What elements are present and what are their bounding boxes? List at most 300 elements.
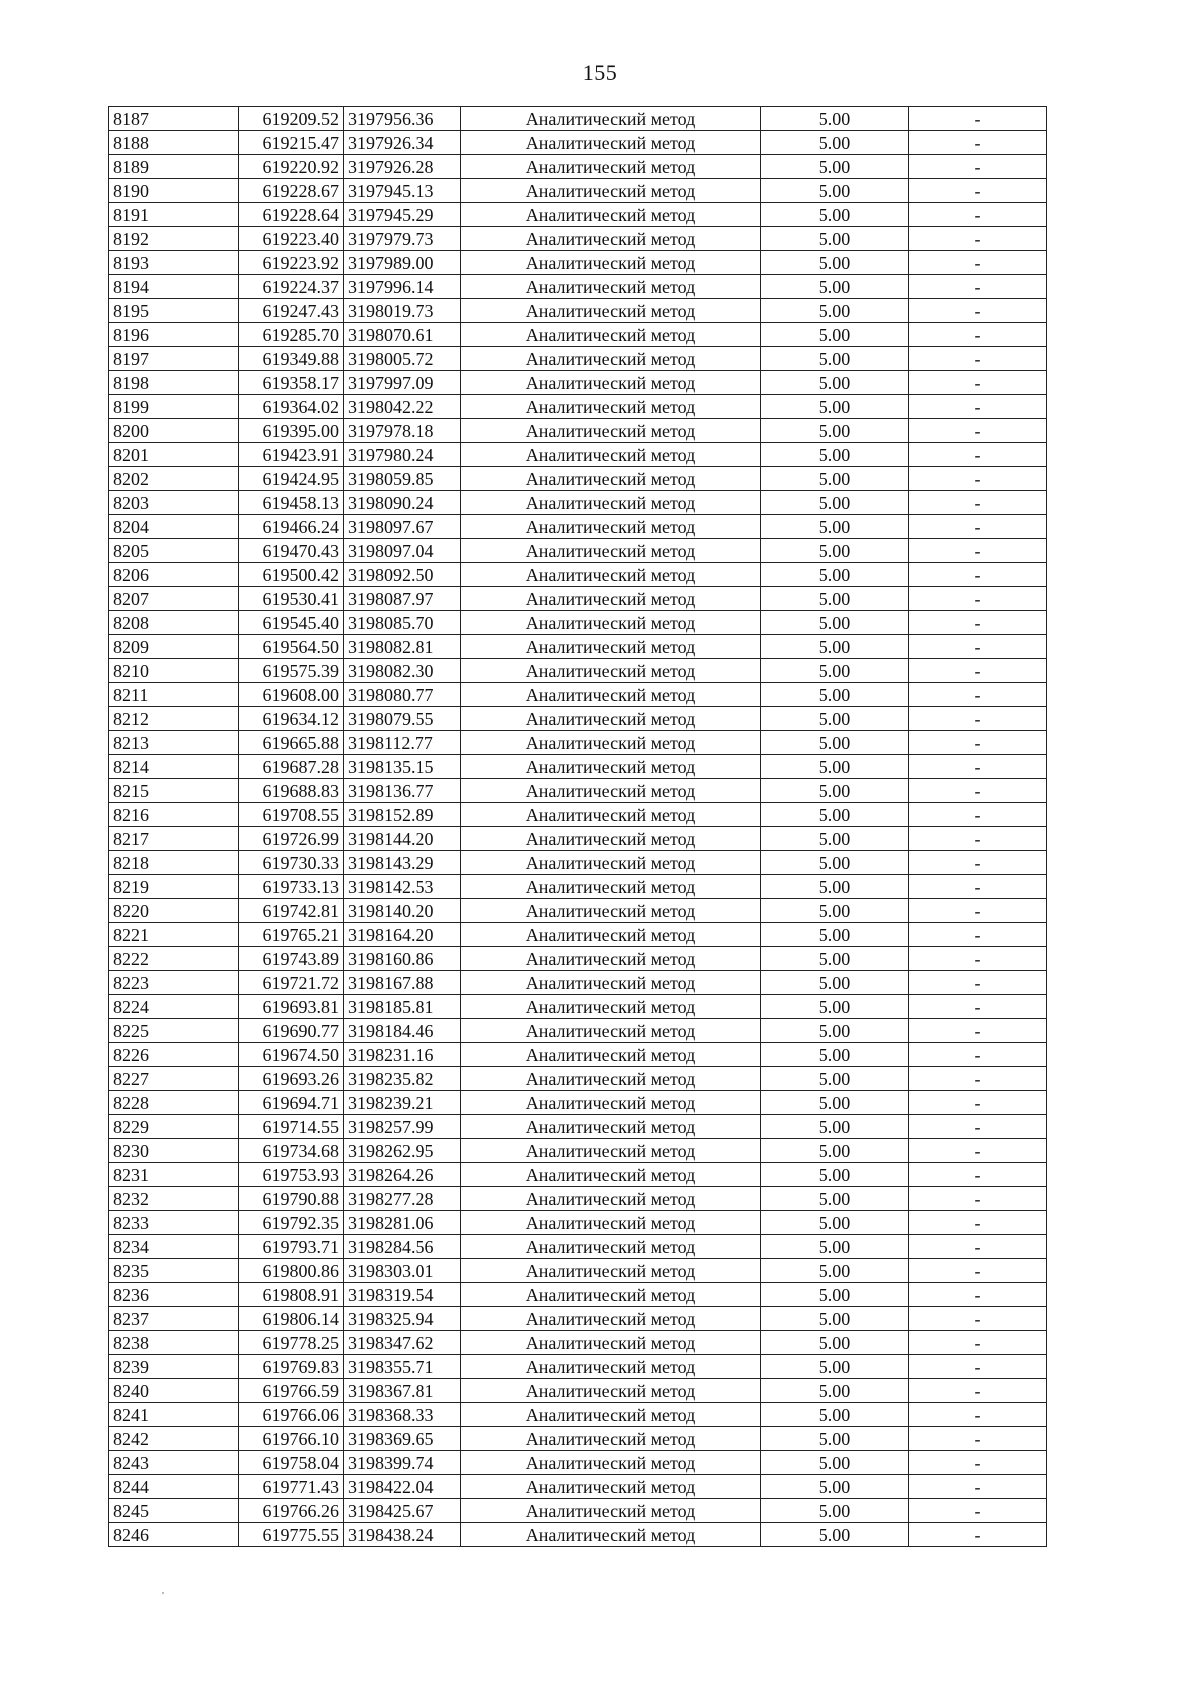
x-coordinate-cell: 619694.71 — [239, 1091, 344, 1115]
extra-cell: - — [909, 467, 1047, 491]
table-row — [109, 587, 1047, 611]
table-row — [109, 1403, 1047, 1427]
y-coordinate-cell: 3197926.34 — [344, 131, 461, 155]
precision-cell: 5.00 — [761, 755, 909, 779]
x-coordinate-cell: 619721.72 — [239, 971, 344, 995]
point-number-cell: 8234 — [109, 1235, 239, 1259]
extra-cell: - — [909, 1115, 1047, 1139]
point-number-cell: 8204 — [109, 515, 239, 539]
table-row — [109, 371, 1047, 395]
point-number-cell: 8189 — [109, 155, 239, 179]
extra-cell: - — [909, 755, 1047, 779]
point-number-cell: 8241 — [109, 1403, 239, 1427]
y-coordinate-cell: 3198085.70 — [344, 611, 461, 635]
precision-cell: 5.00 — [761, 347, 909, 371]
x-coordinate-cell: 619530.41 — [239, 587, 344, 611]
precision-cell: 5.00 — [761, 1163, 909, 1187]
y-coordinate-cell: 3197945.13 — [344, 179, 461, 203]
y-coordinate-cell: 3198355.71 — [344, 1355, 461, 1379]
table-row — [109, 1331, 1047, 1355]
y-coordinate-cell: 3198092.50 — [344, 563, 461, 587]
method-cell: Аналитический метод — [461, 419, 761, 443]
x-coordinate-cell: 619800.86 — [239, 1259, 344, 1283]
extra-cell: - — [909, 419, 1047, 443]
table-row — [109, 107, 1047, 131]
precision-cell: 5.00 — [761, 1379, 909, 1403]
x-coordinate-cell: 619730.33 — [239, 851, 344, 875]
x-coordinate-cell: 619223.40 — [239, 227, 344, 251]
precision-cell: 5.00 — [761, 563, 909, 587]
x-coordinate-cell: 619765.21 — [239, 923, 344, 947]
point-number-cell: 8216 — [109, 803, 239, 827]
point-number-cell: 8197 — [109, 347, 239, 371]
method-cell: Аналитический метод — [461, 1139, 761, 1163]
method-cell: Аналитический метод — [461, 731, 761, 755]
x-coordinate-cell: 619793.71 — [239, 1235, 344, 1259]
precision-cell: 5.00 — [761, 1475, 909, 1499]
point-number-cell: 8218 — [109, 851, 239, 875]
precision-cell: 5.00 — [761, 707, 909, 731]
precision-cell: 5.00 — [761, 635, 909, 659]
precision-cell: 5.00 — [761, 611, 909, 635]
point-number-cell: 8217 — [109, 827, 239, 851]
table-row — [109, 491, 1047, 515]
y-coordinate-cell: 3198080.77 — [344, 683, 461, 707]
point-number-cell: 8191 — [109, 203, 239, 227]
precision-cell: 5.00 — [761, 1307, 909, 1331]
y-coordinate-cell: 3198368.33 — [344, 1403, 461, 1427]
x-coordinate-cell: 619766.59 — [239, 1379, 344, 1403]
coordinates-table-body — [109, 107, 1047, 1547]
extra-cell: - — [909, 1067, 1047, 1091]
precision-cell: 5.00 — [761, 1283, 909, 1307]
x-coordinate-cell: 619470.43 — [239, 539, 344, 563]
x-coordinate-cell: 619775.55 — [239, 1523, 344, 1547]
method-cell: Аналитический метод — [461, 563, 761, 587]
table-row — [109, 1067, 1047, 1091]
table-row — [109, 1139, 1047, 1163]
precision-cell: 5.00 — [761, 971, 909, 995]
precision-cell: 5.00 — [761, 299, 909, 323]
point-number-cell: 8196 — [109, 323, 239, 347]
table-row — [109, 179, 1047, 203]
x-coordinate-cell: 619223.92 — [239, 251, 344, 275]
extra-cell: - — [909, 1187, 1047, 1211]
extra-cell: - — [909, 1163, 1047, 1187]
table-row — [109, 803, 1047, 827]
y-coordinate-cell: 3197978.18 — [344, 419, 461, 443]
table-row — [109, 707, 1047, 731]
precision-cell: 5.00 — [761, 947, 909, 971]
extra-cell: - — [909, 587, 1047, 611]
extra-cell: - — [909, 611, 1047, 635]
point-number-cell: 8207 — [109, 587, 239, 611]
precision-cell: 5.00 — [761, 1499, 909, 1523]
point-number-cell: 8205 — [109, 539, 239, 563]
precision-cell: 5.00 — [761, 587, 909, 611]
method-cell: Аналитический метод — [461, 683, 761, 707]
y-coordinate-cell: 3198167.88 — [344, 971, 461, 995]
y-coordinate-cell: 3198303.01 — [344, 1259, 461, 1283]
extra-cell: - — [909, 1331, 1047, 1355]
extra-cell: - — [909, 1475, 1047, 1499]
x-coordinate-cell: 619808.91 — [239, 1283, 344, 1307]
page-number: 155 — [582, 60, 618, 85]
method-cell: Аналитический метод — [461, 611, 761, 635]
point-number-cell: 8201 — [109, 443, 239, 467]
precision-cell: 5.00 — [761, 1427, 909, 1451]
method-cell: Аналитический метод — [461, 1067, 761, 1091]
method-cell: Аналитический метод — [461, 1307, 761, 1331]
extra-cell: - — [909, 275, 1047, 299]
method-cell: Аналитический метод — [461, 1331, 761, 1355]
point-number-cell: 8229 — [109, 1115, 239, 1139]
y-coordinate-cell: 3198264.26 — [344, 1163, 461, 1187]
method-cell: Аналитический метод — [461, 923, 761, 947]
method-cell: Аналитический метод — [461, 131, 761, 155]
x-coordinate-cell: 619734.68 — [239, 1139, 344, 1163]
table-row — [109, 1451, 1047, 1475]
extra-cell: - — [909, 731, 1047, 755]
method-cell: Аналитический метод — [461, 1235, 761, 1259]
y-coordinate-cell: 3198319.54 — [344, 1283, 461, 1307]
x-coordinate-cell: 619220.92 — [239, 155, 344, 179]
precision-cell: 5.00 — [761, 131, 909, 155]
y-coordinate-cell: 3197997.09 — [344, 371, 461, 395]
x-coordinate-cell: 619708.55 — [239, 803, 344, 827]
y-coordinate-cell: 3198347.62 — [344, 1331, 461, 1355]
x-coordinate-cell: 619564.50 — [239, 635, 344, 659]
y-coordinate-cell: 3198143.29 — [344, 851, 461, 875]
x-coordinate-cell: 619771.43 — [239, 1475, 344, 1499]
extra-cell: - — [909, 971, 1047, 995]
y-coordinate-cell: 3197980.24 — [344, 443, 461, 467]
precision-cell: 5.00 — [761, 1067, 909, 1091]
precision-cell: 5.00 — [761, 179, 909, 203]
extra-cell: - — [909, 323, 1047, 347]
extra-cell: - — [909, 827, 1047, 851]
extra-cell: - — [909, 803, 1047, 827]
x-coordinate-cell: 619766.10 — [239, 1427, 344, 1451]
precision-cell: 5.00 — [761, 371, 909, 395]
x-coordinate-cell: 619209.52 — [239, 107, 344, 131]
precision-cell: 5.00 — [761, 419, 909, 443]
method-cell: Аналитический метод — [461, 347, 761, 371]
precision-cell: 5.00 — [761, 1259, 909, 1283]
x-coordinate-cell: 619674.50 — [239, 1043, 344, 1067]
point-number-cell: 8226 — [109, 1043, 239, 1067]
precision-cell: 5.00 — [761, 1115, 909, 1139]
precision-cell: 5.00 — [761, 683, 909, 707]
point-number-cell: 8224 — [109, 995, 239, 1019]
x-coordinate-cell: 619634.12 — [239, 707, 344, 731]
x-coordinate-cell: 619753.93 — [239, 1163, 344, 1187]
method-cell: Аналитический метод — [461, 755, 761, 779]
method-cell: Аналитический метод — [461, 803, 761, 827]
method-cell: Аналитический метод — [461, 1163, 761, 1187]
table-row — [109, 1355, 1047, 1379]
y-coordinate-cell: 3198281.06 — [344, 1211, 461, 1235]
precision-cell: 5.00 — [761, 395, 909, 419]
point-number-cell: 8221 — [109, 923, 239, 947]
extra-cell: - — [909, 1259, 1047, 1283]
table-row — [109, 1115, 1047, 1139]
x-coordinate-cell: 619693.26 — [239, 1067, 344, 1091]
table-row — [109, 779, 1047, 803]
point-number-cell: 8193 — [109, 251, 239, 275]
precision-cell: 5.00 — [761, 515, 909, 539]
x-coordinate-cell: 619766.06 — [239, 1403, 344, 1427]
point-number-cell: 8194 — [109, 275, 239, 299]
method-cell: Аналитический метод — [461, 1403, 761, 1427]
precision-cell: 5.00 — [761, 443, 909, 467]
x-coordinate-cell: 619545.40 — [239, 611, 344, 635]
extra-cell: - — [909, 779, 1047, 803]
extra-cell: - — [909, 995, 1047, 1019]
precision-cell: 5.00 — [761, 1139, 909, 1163]
table-row — [109, 155, 1047, 179]
extra-cell: - — [909, 371, 1047, 395]
point-number-cell: 8228 — [109, 1091, 239, 1115]
point-number-cell: 8202 — [109, 467, 239, 491]
table-row — [109, 1187, 1047, 1211]
table-row — [109, 227, 1047, 251]
y-coordinate-cell: 3198152.89 — [344, 803, 461, 827]
y-coordinate-cell: 3198042.22 — [344, 395, 461, 419]
x-coordinate-cell: 619458.13 — [239, 491, 344, 515]
x-coordinate-cell: 619575.39 — [239, 659, 344, 683]
point-number-cell: 8214 — [109, 755, 239, 779]
table-row — [109, 1283, 1047, 1307]
extra-cell: - — [909, 1091, 1047, 1115]
table-row — [109, 1379, 1047, 1403]
precision-cell: 5.00 — [761, 467, 909, 491]
extra-cell: - — [909, 491, 1047, 515]
table-row — [109, 827, 1047, 851]
y-coordinate-cell: 3198284.56 — [344, 1235, 461, 1259]
table-row — [109, 563, 1047, 587]
extra-cell: - — [909, 347, 1047, 371]
y-coordinate-cell: 3198140.20 — [344, 899, 461, 923]
x-coordinate-cell: 619687.28 — [239, 755, 344, 779]
y-coordinate-cell: 3198422.04 — [344, 1475, 461, 1499]
point-number-cell: 8246 — [109, 1523, 239, 1547]
x-coordinate-cell: 619228.64 — [239, 203, 344, 227]
y-coordinate-cell: 3198262.95 — [344, 1139, 461, 1163]
table-row — [109, 251, 1047, 275]
table-row — [109, 755, 1047, 779]
method-cell: Аналитический метод — [461, 1259, 761, 1283]
y-coordinate-cell: 3198164.20 — [344, 923, 461, 947]
extra-cell: - — [909, 299, 1047, 323]
y-coordinate-cell: 3198079.55 — [344, 707, 461, 731]
point-number-cell: 8223 — [109, 971, 239, 995]
point-number-cell: 8243 — [109, 1451, 239, 1475]
precision-cell: 5.00 — [761, 1043, 909, 1067]
extra-cell: - — [909, 947, 1047, 971]
x-coordinate-cell: 619224.37 — [239, 275, 344, 299]
method-cell: Аналитический метод — [461, 395, 761, 419]
table-row — [109, 1259, 1047, 1283]
method-cell: Аналитический метод — [461, 707, 761, 731]
y-coordinate-cell: 3198142.53 — [344, 875, 461, 899]
point-number-cell: 8244 — [109, 1475, 239, 1499]
table-row — [109, 611, 1047, 635]
method-cell: Аналитический метод — [461, 1451, 761, 1475]
method-cell: Аналитический метод — [461, 227, 761, 251]
y-coordinate-cell: 3198235.82 — [344, 1067, 461, 1091]
method-cell: Аналитический метод — [461, 251, 761, 275]
x-coordinate-cell: 619247.43 — [239, 299, 344, 323]
point-number-cell: 8210 — [109, 659, 239, 683]
y-coordinate-cell: 3198185.81 — [344, 995, 461, 1019]
method-cell: Аналитический метод — [461, 995, 761, 1019]
table-row — [109, 947, 1047, 971]
method-cell: Аналитический метод — [461, 323, 761, 347]
extra-cell: - — [909, 443, 1047, 467]
extra-cell: - — [909, 1355, 1047, 1379]
y-coordinate-cell: 3198367.81 — [344, 1379, 461, 1403]
extra-cell: - — [909, 1139, 1047, 1163]
y-coordinate-cell: 3198425.67 — [344, 1499, 461, 1523]
point-number-cell: 8236 — [109, 1283, 239, 1307]
extra-cell: - — [909, 1043, 1047, 1067]
point-number-cell: 8203 — [109, 491, 239, 515]
point-number-cell: 8213 — [109, 731, 239, 755]
table-row — [109, 203, 1047, 227]
extra-cell: - — [909, 1019, 1047, 1043]
x-coordinate-cell: 619285.70 — [239, 323, 344, 347]
table-row — [109, 1307, 1047, 1331]
extra-cell: - — [909, 539, 1047, 563]
point-number-cell: 8233 — [109, 1211, 239, 1235]
precision-cell: 5.00 — [761, 1403, 909, 1427]
table-row — [109, 395, 1047, 419]
y-coordinate-cell: 3198144.20 — [344, 827, 461, 851]
precision-cell: 5.00 — [761, 1187, 909, 1211]
y-coordinate-cell: 3198087.97 — [344, 587, 461, 611]
extra-cell: - — [909, 563, 1047, 587]
method-cell: Аналитический метод — [461, 947, 761, 971]
y-coordinate-cell: 3198097.04 — [344, 539, 461, 563]
extra-cell: - — [909, 683, 1047, 707]
precision-cell: 5.00 — [761, 155, 909, 179]
precision-cell: 5.00 — [761, 803, 909, 827]
method-cell: Аналитический метод — [461, 1499, 761, 1523]
point-number-cell: 8212 — [109, 707, 239, 731]
extra-cell: - — [909, 1235, 1047, 1259]
method-cell: Аналитический метод — [461, 1355, 761, 1379]
method-cell: Аналитический метод — [461, 467, 761, 491]
extra-cell: - — [909, 1451, 1047, 1475]
x-coordinate-cell: 619690.77 — [239, 1019, 344, 1043]
point-number-cell: 8188 — [109, 131, 239, 155]
precision-cell: 5.00 — [761, 203, 909, 227]
point-number-cell: 8242 — [109, 1427, 239, 1451]
extra-cell: - — [909, 635, 1047, 659]
x-coordinate-cell: 619500.42 — [239, 563, 344, 587]
x-coordinate-cell: 619688.83 — [239, 779, 344, 803]
method-cell: Аналитический метод — [461, 179, 761, 203]
table-row — [109, 419, 1047, 443]
y-coordinate-cell: 3197989.00 — [344, 251, 461, 275]
method-cell: Аналитический метод — [461, 1523, 761, 1547]
precision-cell: 5.00 — [761, 491, 909, 515]
y-coordinate-cell: 3198090.24 — [344, 491, 461, 515]
table-row — [109, 347, 1047, 371]
table-row — [109, 731, 1047, 755]
method-cell: Аналитический метод — [461, 1019, 761, 1043]
y-coordinate-cell: 3197956.36 — [344, 107, 461, 131]
y-coordinate-cell: 3198184.46 — [344, 1019, 461, 1043]
point-number-cell: 8206 — [109, 563, 239, 587]
point-number-cell: 8231 — [109, 1163, 239, 1187]
method-cell: Аналитический метод — [461, 1475, 761, 1499]
y-coordinate-cell: 3198438.24 — [344, 1523, 461, 1547]
table-row — [109, 443, 1047, 467]
method-cell: Аналитический метод — [461, 299, 761, 323]
x-coordinate-cell: 619215.47 — [239, 131, 344, 155]
method-cell: Аналитический метод — [461, 1379, 761, 1403]
x-coordinate-cell: 619766.26 — [239, 1499, 344, 1523]
x-coordinate-cell: 619358.17 — [239, 371, 344, 395]
table-row — [109, 275, 1047, 299]
coordinates-table — [108, 106, 1047, 1547]
x-coordinate-cell: 619769.83 — [239, 1355, 344, 1379]
precision-cell: 5.00 — [761, 851, 909, 875]
table-row — [109, 131, 1047, 155]
method-cell: Аналитический метод — [461, 1187, 761, 1211]
precision-cell: 5.00 — [761, 1331, 909, 1355]
precision-cell: 5.00 — [761, 1451, 909, 1475]
method-cell: Аналитический метод — [461, 827, 761, 851]
x-coordinate-cell: 619742.81 — [239, 899, 344, 923]
extra-cell: - — [909, 899, 1047, 923]
method-cell: Аналитический метод — [461, 1043, 761, 1067]
x-coordinate-cell: 619364.02 — [239, 395, 344, 419]
x-coordinate-cell: 619466.24 — [239, 515, 344, 539]
precision-cell: 5.00 — [761, 323, 909, 347]
table-row — [109, 1211, 1047, 1235]
extra-cell: - — [909, 1523, 1047, 1547]
point-number-cell: 8209 — [109, 635, 239, 659]
y-coordinate-cell: 3198325.94 — [344, 1307, 461, 1331]
y-coordinate-cell: 3198082.81 — [344, 635, 461, 659]
table-row — [109, 1091, 1047, 1115]
point-number-cell: 8235 — [109, 1259, 239, 1283]
x-coordinate-cell: 619758.04 — [239, 1451, 344, 1475]
extra-cell: - — [909, 395, 1047, 419]
precision-cell: 5.00 — [761, 779, 909, 803]
point-number-cell: 8240 — [109, 1379, 239, 1403]
table-row — [109, 1019, 1047, 1043]
table-row — [109, 995, 1047, 1019]
y-coordinate-cell: 3198059.85 — [344, 467, 461, 491]
y-coordinate-cell: 3198112.77 — [344, 731, 461, 755]
table-row — [109, 1427, 1047, 1451]
table-row — [109, 515, 1047, 539]
point-number-cell: 8195 — [109, 299, 239, 323]
x-coordinate-cell: 619693.81 — [239, 995, 344, 1019]
precision-cell: 5.00 — [761, 1091, 909, 1115]
scan-speck — [162, 1592, 164, 1594]
method-cell: Аналитический метод — [461, 203, 761, 227]
method-cell: Аналитический метод — [461, 635, 761, 659]
table-row — [109, 1499, 1047, 1523]
precision-cell: 5.00 — [761, 659, 909, 683]
x-coordinate-cell: 619349.88 — [239, 347, 344, 371]
extra-cell: - — [909, 1283, 1047, 1307]
